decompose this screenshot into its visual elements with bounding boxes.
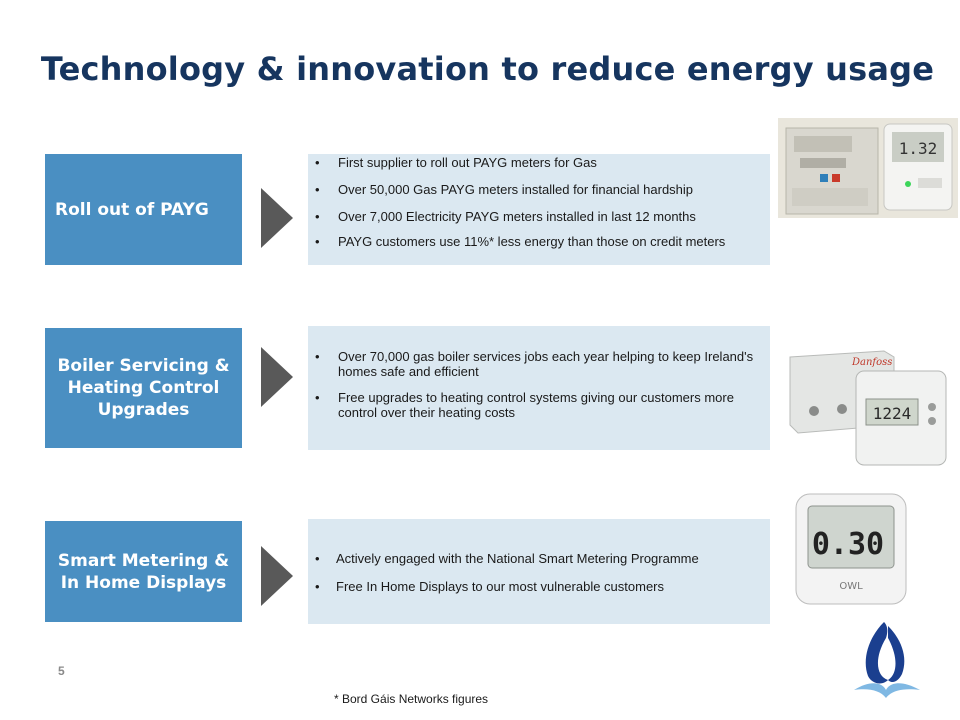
page-number: 5 [58,664,65,678]
bullet-item: • Over 50,000 Gas PAYG meters installed for financial hardship [308,182,770,197]
row-label-smart-metering: Smart Metering & In Home Displays [45,521,242,622]
arrow-icon [261,347,293,407]
bullet-item: • Over 7,000 Electricity PAYG meters installed in last 12 months [308,209,770,224]
payg-meter-photo [778,118,958,218]
bord-gais-logo-icon [848,618,926,700]
bullet-item: • Over 70,000 gas boiler services jobs each year helping to keep Ireland's homes safe and efficient [308,349,756,379]
footnote: * Bord Gáis Networks figures [334,692,489,706]
arrow-icon [261,546,293,606]
row-label-payg: Roll out of PAYG [45,154,242,265]
thermostat-display-text: 1224 [872,404,912,423]
heating-control-photo [784,345,958,467]
brand-text: OWL [839,581,863,592]
slide-title: Technology & innovation to reduce energy usage [40,50,935,88]
bullet-item: • First supplier to roll out PAYG meters for Gas [308,155,770,170]
row-label-boiler: Boiler Servicing & Heating Control Upgrades [45,328,242,448]
bullet-box-payg [308,154,770,265]
bullet-item: • PAYG customers use 11%* less energy than those on credit meters [308,234,770,249]
bullet-item: • Free In Home Displays to our most vulnerable customers [308,579,770,594]
display-reading-text: 0.30 [811,527,885,562]
in-home-display-photo [794,492,908,606]
bullet-box-boiler [308,326,770,450]
bullet-item: • Free upgrades to heating control systems giving our customers more control over their heating costs [308,390,756,420]
meter-display-text: 1.32 [898,139,938,158]
brand-text: Danfoss [852,357,893,368]
bullet-item: • Actively engaged with the National Smart Metering Programme [308,551,770,566]
arrow-icon [261,188,293,248]
bullet-box-smart-metering [308,519,770,624]
